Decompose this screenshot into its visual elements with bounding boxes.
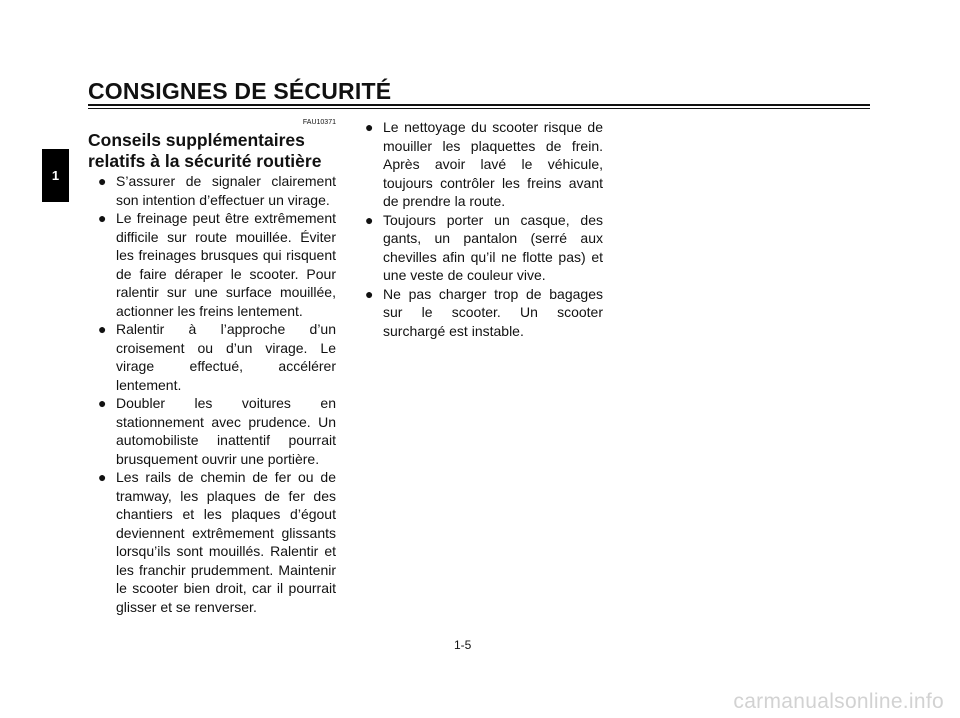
reference-code: FAU10371 <box>302 119 336 126</box>
section-title-line2: relatifs à la sécurité routière <box>88 151 322 171</box>
bullet-icon: ● <box>98 395 107 411</box>
list-item: ● Les rails de chemin de fer ou de tramway, les plaques de fer des chantiers et les plaques d’égout deviennent extrêmement glissants lorsqu’ils sont mouillés. Ralentir et les franchir prudemment. Maintenir le scooter bien droit, car il pourrait glisser et se renverser. <box>98 469 336 615</box>
page-number: 1-5 <box>454 638 472 652</box>
list-item: ● Ralentir à l’approche d’un croisement ou d’un virage. Le virage effectué, accélérer lentement. <box>98 321 336 393</box>
page-header-title: CONSIGNES DE SÉCURITÉ <box>88 78 392 104</box>
list-item: ● Le nettoyage du scooter risque de mouiller les plaquettes de frein. Après avoir lavé le véhicule, toujours contrôler les freins avant de prendre la route. <box>365 119 603 209</box>
list-item: ● Ne pas charger trop de bagages sur le scooter. Un scooter surchargé est instable. <box>365 285 603 339</box>
header-rule <box>88 104 870 106</box>
section-title-line1: Conseils supplémentaires <box>88 130 305 150</box>
bullet-icon: ● <box>365 119 374 135</box>
list-item: ● S’assurer de signaler clairement son intention d’effectuer un virage. <box>98 173 336 208</box>
bullet-icon: ● <box>98 173 107 189</box>
bullet-icon: ● <box>98 210 107 226</box>
bullet-icon: ● <box>98 469 107 485</box>
list-item: ● Le freinage peut être extrêmement difficile sur route mouillée. Éviter les freinages brusques qui risquent de faire déraper le scooter. Pour ralentir sur une surface mouillée, actionner les freins lentement. <box>98 210 336 319</box>
list-item: ● Toujours porter un casque, des gants, un pantalon (serré aux chevilles afin qu’il ne flotte pas) et une veste de couleur vive. <box>365 211 603 283</box>
right-column-list <box>365 118 603 340</box>
section-title <box>88 130 348 172</box>
header-rule-thin <box>88 108 870 109</box>
chapter-tab: 1 <box>42 149 69 202</box>
watermark: carmanualsonline.info <box>733 690 944 713</box>
left-column-list <box>98 172 336 616</box>
bullet-icon: ● <box>98 321 107 337</box>
bullet-icon: ● <box>365 285 374 302</box>
bullet-icon: ● <box>365 211 374 228</box>
list-item: ● Doubler les voitures en stationnement avec prudence. Un automobiliste inattentif pourrait brusquement ouvrir une portière. <box>98 395 336 467</box>
